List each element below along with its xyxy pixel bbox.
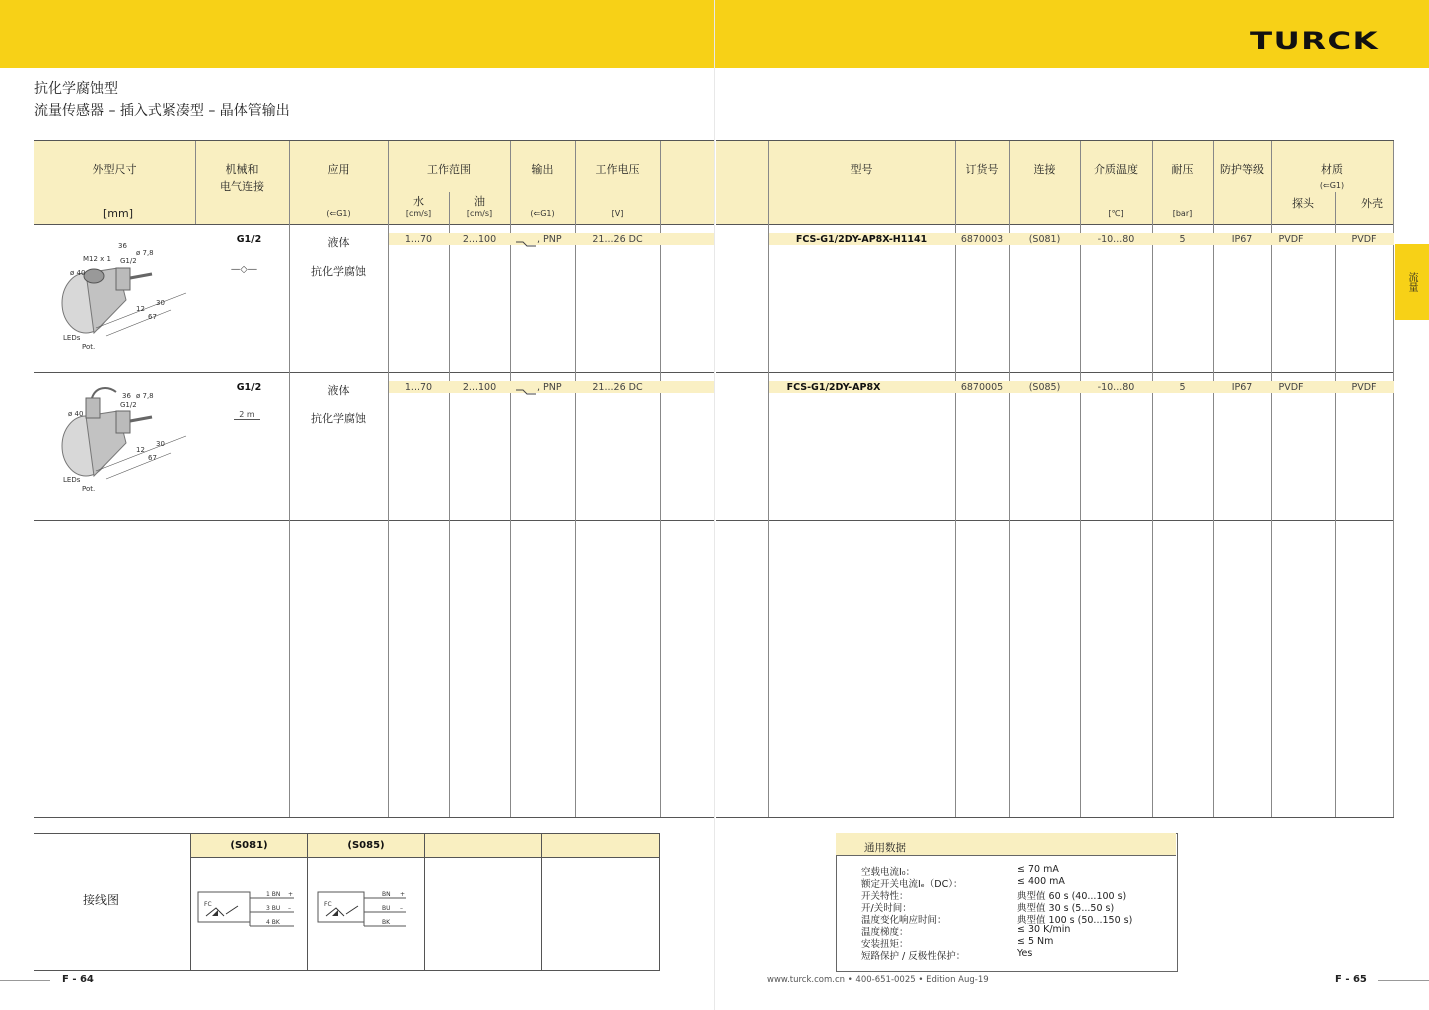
header-temp: 介质温度 — [1094, 163, 1138, 176]
svg-text:+: + — [288, 891, 294, 898]
rule — [34, 372, 714, 373]
gd-key: 温度变化响应时间： — [861, 915, 947, 926]
connection-code: (S081) — [1028, 234, 1061, 245]
header-dims: 外型尺寸 — [92, 163, 137, 176]
svg-text:ø 40: ø 40 — [70, 269, 86, 277]
thread-size: G1/2 — [236, 234, 262, 245]
header-pressure-unit: [bar] — [1172, 209, 1193, 218]
page-number-left: F - 64 — [62, 974, 94, 985]
svg-text:ø 40: ø 40 — [68, 410, 84, 418]
pressure: 5 — [1179, 382, 1186, 393]
svg-text:ø 7,8: ø 7,8 — [136, 249, 154, 257]
header-pressure: 耐压 — [1171, 163, 1194, 176]
col-divider — [541, 834, 542, 970]
header-probe: 探头 — [1292, 197, 1314, 210]
svg-text:4 BK: 4 BK — [266, 919, 280, 926]
header-protection: 防护等级 — [1220, 163, 1264, 176]
rule — [34, 970, 660, 971]
app-liquid: 液体 — [327, 384, 350, 397]
header-model: 型号 — [850, 163, 873, 176]
voltage: 21...26 DC — [592, 382, 643, 393]
svg-text:LEDs: LEDs — [63, 476, 81, 484]
header-voltage: 工作电压 — [595, 163, 640, 176]
page-title: 抗化学腐蚀型 — [34, 81, 118, 97]
oil-range: 2...100 — [462, 234, 497, 245]
gd-value: ≤ 30 K/min — [1017, 924, 1071, 935]
wiring-col-s081: (S081) — [230, 840, 268, 851]
rule — [716, 372, 1394, 373]
svg-text:30: 30 — [156, 299, 165, 307]
svg-text:FC: FC — [204, 901, 212, 908]
footer-contact: www.turck.com.cn • 400-651-0025 • Edition Aug-19 — [767, 975, 989, 985]
voltage: 21...26 DC — [592, 234, 643, 245]
page-number-right: F - 65 — [1335, 974, 1367, 985]
connection-code: (S085) — [1028, 382, 1061, 393]
gd-value: ≤ 70 mA — [1017, 864, 1059, 875]
header-housing: 外壳 — [1361, 197, 1383, 210]
svg-text:Pot.: Pot. — [82, 485, 96, 493]
gd-value: ≤ 400 mA — [1017, 876, 1065, 887]
svg-text:G1/2: G1/2 — [120, 257, 137, 265]
side-tab-flow[interactable] — [1395, 244, 1429, 320]
app-chem: 抗化学腐蚀 — [311, 412, 366, 425]
rule — [34, 817, 714, 818]
app-liquid: 液体 — [327, 236, 350, 249]
svg-text:+: + — [400, 891, 406, 898]
svg-text:12: 12 — [136, 305, 145, 313]
svg-text:67: 67 — [148, 313, 157, 321]
gd-key: 空载电流I₀： — [861, 867, 916, 878]
housing-material: PVDF — [1351, 234, 1377, 245]
header-range: 工作范围 — [427, 163, 471, 176]
rule — [34, 833, 660, 834]
output-symbol — [515, 382, 537, 401]
gd-key: 短路保护 / 反极性保护： — [861, 951, 966, 962]
svg-text:–: – — [400, 905, 403, 912]
probe-material: PVDF — [1278, 234, 1304, 245]
cable-length: 2 m — [234, 410, 260, 420]
rule — [716, 224, 1394, 225]
header-material-sub: (⇐G1) — [1319, 181, 1345, 190]
header-oil: 油 — [474, 195, 485, 208]
connector-symbol: —◇— — [230, 264, 258, 275]
temp-range: -10...80 — [1097, 234, 1135, 245]
svg-text:Pot.: Pot. — [82, 343, 96, 351]
oil-range: 2...100 — [462, 382, 497, 393]
svg-text:67: 67 — [148, 454, 157, 462]
thread-size: G1/2 — [236, 382, 262, 393]
svg-text:–: – — [288, 905, 291, 912]
wiring-label: 接线图 — [82, 893, 119, 907]
gd-key: 额定开关电流Iₑ（DC）： — [861, 879, 963, 890]
rule — [34, 520, 714, 521]
gd-key: 开关特性： — [861, 891, 909, 902]
wiring-diagram-s085 — [316, 886, 420, 936]
order-number: 6870003 — [960, 234, 1004, 245]
footer-rule — [1378, 980, 1429, 981]
header-app: 应用 — [327, 163, 350, 176]
output-symbol — [515, 234, 537, 253]
wiring-col-s085: (S085) — [347, 840, 385, 851]
rule — [191, 857, 660, 858]
col-divider — [190, 834, 191, 970]
gd-key: 安装扭矩： — [861, 939, 909, 950]
output-type: , PNP — [537, 234, 562, 245]
housing-material: PVDF — [1351, 382, 1377, 393]
header-material: 材质 — [1321, 163, 1343, 176]
side-tab-label: 流量 — [1406, 272, 1417, 292]
header-water-unit: [cm/s] — [405, 209, 432, 218]
water-range: 1...70 — [404, 234, 433, 245]
rule — [716, 140, 1394, 141]
svg-text:M12 x 1: M12 x 1 — [83, 255, 111, 263]
col-divider — [1335, 192, 1336, 817]
footer-rule — [0, 980, 50, 981]
sensor-drawing-row2 — [56, 386, 196, 498]
model-number: FCS-G1/2DY-AP8X — [786, 382, 881, 393]
header-order: 订货号 — [965, 163, 999, 176]
gd-key: 温度梯度： — [861, 927, 909, 938]
order-number: 6870005 — [960, 382, 1004, 393]
header-voltage-unit: [V] — [611, 209, 624, 218]
col-divider — [449, 192, 450, 817]
col-divider — [424, 834, 425, 970]
header-oil-unit: [cm/s] — [466, 209, 493, 218]
pressure: 5 — [1179, 234, 1186, 245]
header-connection: 连接 — [1033, 163, 1056, 176]
header-dims-unit: [mm] — [102, 207, 133, 220]
svg-text:BK: BK — [382, 919, 391, 926]
wiring-diagram-s081 — [196, 886, 300, 936]
gd-value: Yes — [1017, 948, 1033, 959]
rule — [34, 140, 714, 141]
output-type: , PNP — [537, 382, 562, 393]
svg-text:3 BU: 3 BU — [266, 905, 281, 912]
svg-text:30: 30 — [156, 440, 165, 448]
header-mech: 机械和 — [225, 163, 259, 176]
svg-text:G1/2: G1/2 — [120, 401, 137, 409]
header-mech-2: 电气连接 — [220, 180, 264, 193]
header-temp-unit: [℃] — [1108, 209, 1124, 218]
rule — [716, 520, 1394, 521]
ip-rating: IP67 — [1231, 234, 1253, 245]
brand-logo: TURCK — [1250, 27, 1380, 55]
header-water: 水 — [413, 195, 424, 208]
water-range: 1...70 — [404, 382, 433, 393]
model-number: FCS-G1/2DY-AP8X-H1141 — [795, 234, 928, 245]
ip-rating: IP67 — [1231, 382, 1253, 393]
svg-text:1 BN: 1 BN — [266, 891, 281, 898]
header-output: 输出 — [531, 163, 554, 176]
svg-text:36: 36 — [122, 392, 131, 400]
sensor-drawing-row1 — [56, 238, 196, 353]
general-data-title: 通用数据 — [864, 842, 906, 854]
gd-value: 典型值 60 s (40...100 s) — [1017, 891, 1127, 902]
svg-text:FC: FC — [324, 901, 332, 908]
gd-key: 开/关时间： — [861, 903, 912, 914]
svg-text:ø 7,8: ø 7,8 — [136, 392, 154, 400]
col-divider — [307, 834, 308, 970]
app-chem: 抗化学腐蚀 — [311, 265, 366, 278]
gd-value: 典型值 100 s (50...150 s) — [1017, 915, 1133, 926]
temp-range: -10...80 — [1097, 382, 1135, 393]
gd-value: 典型值 30 s (5...50 s) — [1017, 903, 1115, 914]
header-output-sub: (⇐G1) — [530, 209, 555, 218]
page-fold — [714, 0, 715, 1010]
header-app-sub: (⇐G1) — [326, 209, 351, 218]
page-subtitle: 流量传感器 – 插入式紧凑型 – 晶体管输出 — [34, 103, 290, 119]
svg-text:12: 12 — [136, 446, 145, 454]
probe-material: PVDF — [1278, 382, 1304, 393]
dim-36: 36 — [118, 242, 127, 250]
gd-value: ≤ 5 Nm — [1017, 936, 1054, 947]
rule — [34, 224, 714, 225]
svg-text:BU: BU — [382, 905, 391, 912]
svg-text:BN: BN — [382, 891, 391, 898]
col-divider — [659, 834, 660, 970]
rule — [716, 817, 1394, 818]
svg-text:LEDs: LEDs — [63, 334, 81, 342]
